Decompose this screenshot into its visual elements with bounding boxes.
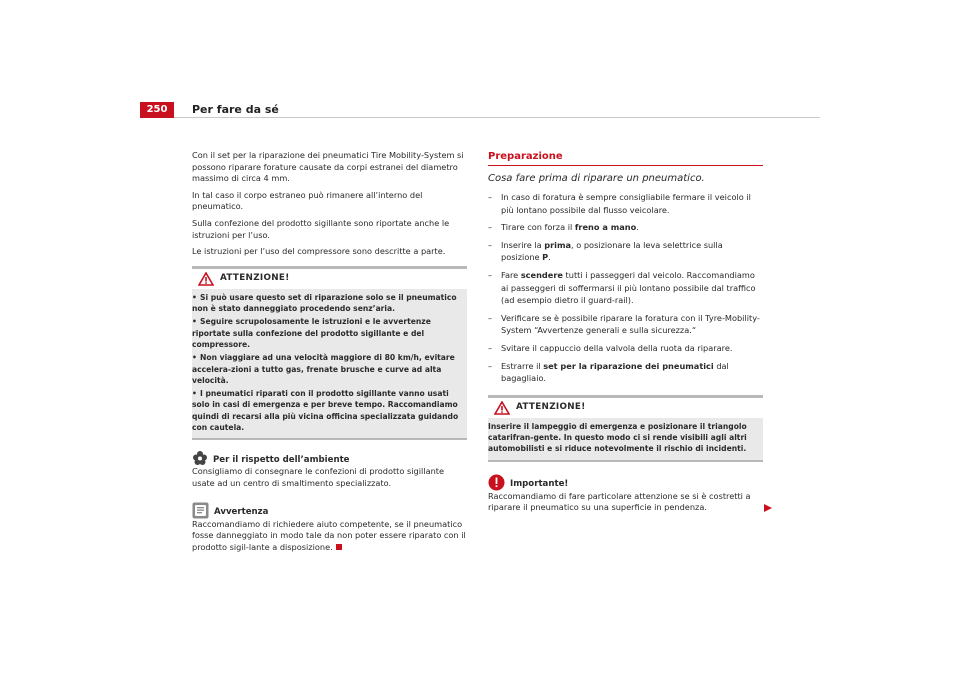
step-text-part: Estrarre il <box>501 360 544 371</box>
step-dash: – <box>488 269 493 280</box>
step-text <box>501 342 732 355</box>
step-text <box>501 191 763 216</box>
step-text-part: dal bagagliaio. <box>501 360 729 384</box>
page-header-title: Per fare da sé <box>192 103 279 116</box>
step-text-part: . <box>548 252 551 263</box>
step-text-part: In caso di foratura è sempre consigliabile fermare il veicolo il più lontano possibile dal flusso veicolare. <box>501 192 751 215</box>
step-text-part: Svitare il cappuccio della valvola della ruota da riparare. <box>501 342 733 353</box>
step-dash: – <box>488 222 493 233</box>
note-title: Avvertenza <box>214 506 269 517</box>
step-dash: – <box>488 192 493 202</box>
intro-paragraph: Sulla confezione del prodotto sigillante sono riportate anche le istruzioni per l’uso. <box>192 217 450 240</box>
intro-paragraph: Le istruzioni per l’uso del compressore sono descritte a parte. <box>192 246 446 257</box>
end-of-section-marker <box>336 544 342 550</box>
step-text-part: Fare <box>501 269 521 280</box>
step-text <box>501 312 763 337</box>
intro-paragraph: In tal caso il corpo estraneo può rimanere all’interno del pneumatico. <box>192 189 423 212</box>
warning-text: Inserire il lampeggio di emergenza e posizionare il triangolo catarifran-gente. In questo modo ci si rende visibili agli altri automobilisti e si riduce notevolmente il rischio di incidenti. <box>488 421 747 454</box>
header-divider <box>174 117 820 118</box>
step-text-bold: scendere <box>520 269 563 280</box>
warning-item: • I pneumatici riparati con il prodotto sigillante vanno usati solo in casi di emergenza e per breve tempo. Raccomandiamo quindi di recarsi alla più vicina officina specializzata guidando con cautela. <box>192 389 459 433</box>
step-text <box>501 221 639 234</box>
note-info-icon <box>192 502 209 519</box>
step-text-part: Tirare con forza il <box>501 222 575 233</box>
warning-item: • Non viaggiare ad una velocità maggiore di 80 km/h, evitare accelera-zioni a tutto gas, frenate brusche e curve ad alta velocità. <box>192 353 455 385</box>
warning-box <box>192 266 467 441</box>
environment-text: Consigliamo di consegnare le confezioni di prodotto sigillante usate ad un centro di smaltimento specializzato. <box>192 466 445 488</box>
step-item <box>488 312 763 337</box>
step-text <box>501 269 763 307</box>
section-subtitle: Cosa fare prima di riparare un pneumatico. <box>488 173 705 184</box>
warning-box <box>488 395 763 462</box>
warning-item-text: Seguire scrupolosamente le istruzioni e le avvertenze riportate sulla confezione del prodotto sigillante e del compressore. <box>192 317 431 349</box>
warning-item-text: Non viaggiare ad una velocità maggiore di 80 km/h, evitare accelera-zioni a tutto gas, frenate brusche e curve ad alta velocità. <box>192 353 455 385</box>
step-text-part: . <box>636 222 639 233</box>
step-text-part: Verificare se è possibile riparare la foratura con il Tyre-Mobility-System “Avvertenze generali e sulla sicurezza.“ <box>501 312 760 336</box>
section-title: Preparazione <box>488 150 763 166</box>
step-item <box>488 221 763 234</box>
important-header <box>488 474 763 491</box>
note-text: Raccomandiamo di richiedere aiuto competente, se il pneumatico fosse danneggiato in modo tale da non poter essere riparato con il prodotto sigil-lante a disposizione. <box>192 518 466 552</box>
warning-header <box>192 269 467 289</box>
step-dash: – <box>488 342 493 353</box>
important-text: Raccomandiamo di fare particolare attenzione se si è costretti a riparare il pneumatico su una superficie in pendenza. <box>488 490 751 513</box>
right-column <box>488 150 763 519</box>
warning-triangle-icon <box>198 272 214 286</box>
step-text-bold: set per la riparazione dei pneumatici <box>543 360 714 371</box>
exclamation-icon <box>488 474 505 491</box>
warning-item: • Si può usare questo set di riparazione solo se il pneumatico non è stato danneggiato procedendo senz’aria. <box>192 292 457 314</box>
step-text-part: tutti i passeggeri dal veicolo. Raccomandiamo ai passeggeri di soffermarsi il più lontano possibile dal traffico (ad esempio dietro il guard-rail). <box>501 269 756 306</box>
warning-title: ATTENZIONE! <box>220 272 290 283</box>
step-dash: – <box>488 239 493 250</box>
step-text-bold: freno a mano <box>574 222 637 233</box>
step-item <box>488 269 763 307</box>
important-title: Importante! <box>510 479 569 490</box>
step-text <box>501 239 763 264</box>
flower-icon <box>192 450 208 466</box>
step-item <box>488 342 763 355</box>
step-text-part: Inserire la <box>501 239 545 250</box>
step-dash: – <box>488 360 493 371</box>
step-text-bold: prima <box>544 239 572 250</box>
warning-header <box>488 398 763 418</box>
step-text-part: , o posizionare la leva selettrice sulla posizione <box>501 239 723 263</box>
step-text-bold: P <box>542 252 549 263</box>
warning-title: ATTENZIONE! <box>516 401 586 412</box>
note-header <box>192 502 467 519</box>
left-column <box>192 150 467 558</box>
warning-item-text: Si può usare questo set di riparazione solo se il pneumatico non è stato danneggiato procedendo senz’aria. <box>192 292 457 314</box>
step-item <box>488 239 763 264</box>
intro-paragraph: Con il set per la riparazione dei pneumatici Tire Mobility-System si possono riparare forature causate da corpi estranei del diametro massimo di circa 4 mm. <box>192 150 464 184</box>
step-item <box>488 191 763 216</box>
step-text <box>501 360 763 385</box>
warning-item-text: I pneumatici riparati con il prodotto sigillante vanno usati solo in casi di emergenza e per breve tempo. Raccomandiamo quindi di recarsi alla più vicina officina specializzata guidando con cautela. <box>192 389 459 433</box>
page-number: 250 <box>140 102 174 118</box>
warning-triangle-icon <box>494 401 510 415</box>
step-item <box>488 360 763 385</box>
step-dash: – <box>488 312 493 323</box>
note-paragraph <box>192 519 467 554</box>
environment-title: Per il rispetto dell’ambiente <box>213 454 350 465</box>
next-page-arrow-icon <box>763 503 773 513</box>
warning-item: • Seguire scrupolosamente le istruzioni e le avvertenze riportate sulla confezione del prodotto sigillante e del compressore. <box>192 317 431 349</box>
environment-header <box>192 450 467 466</box>
